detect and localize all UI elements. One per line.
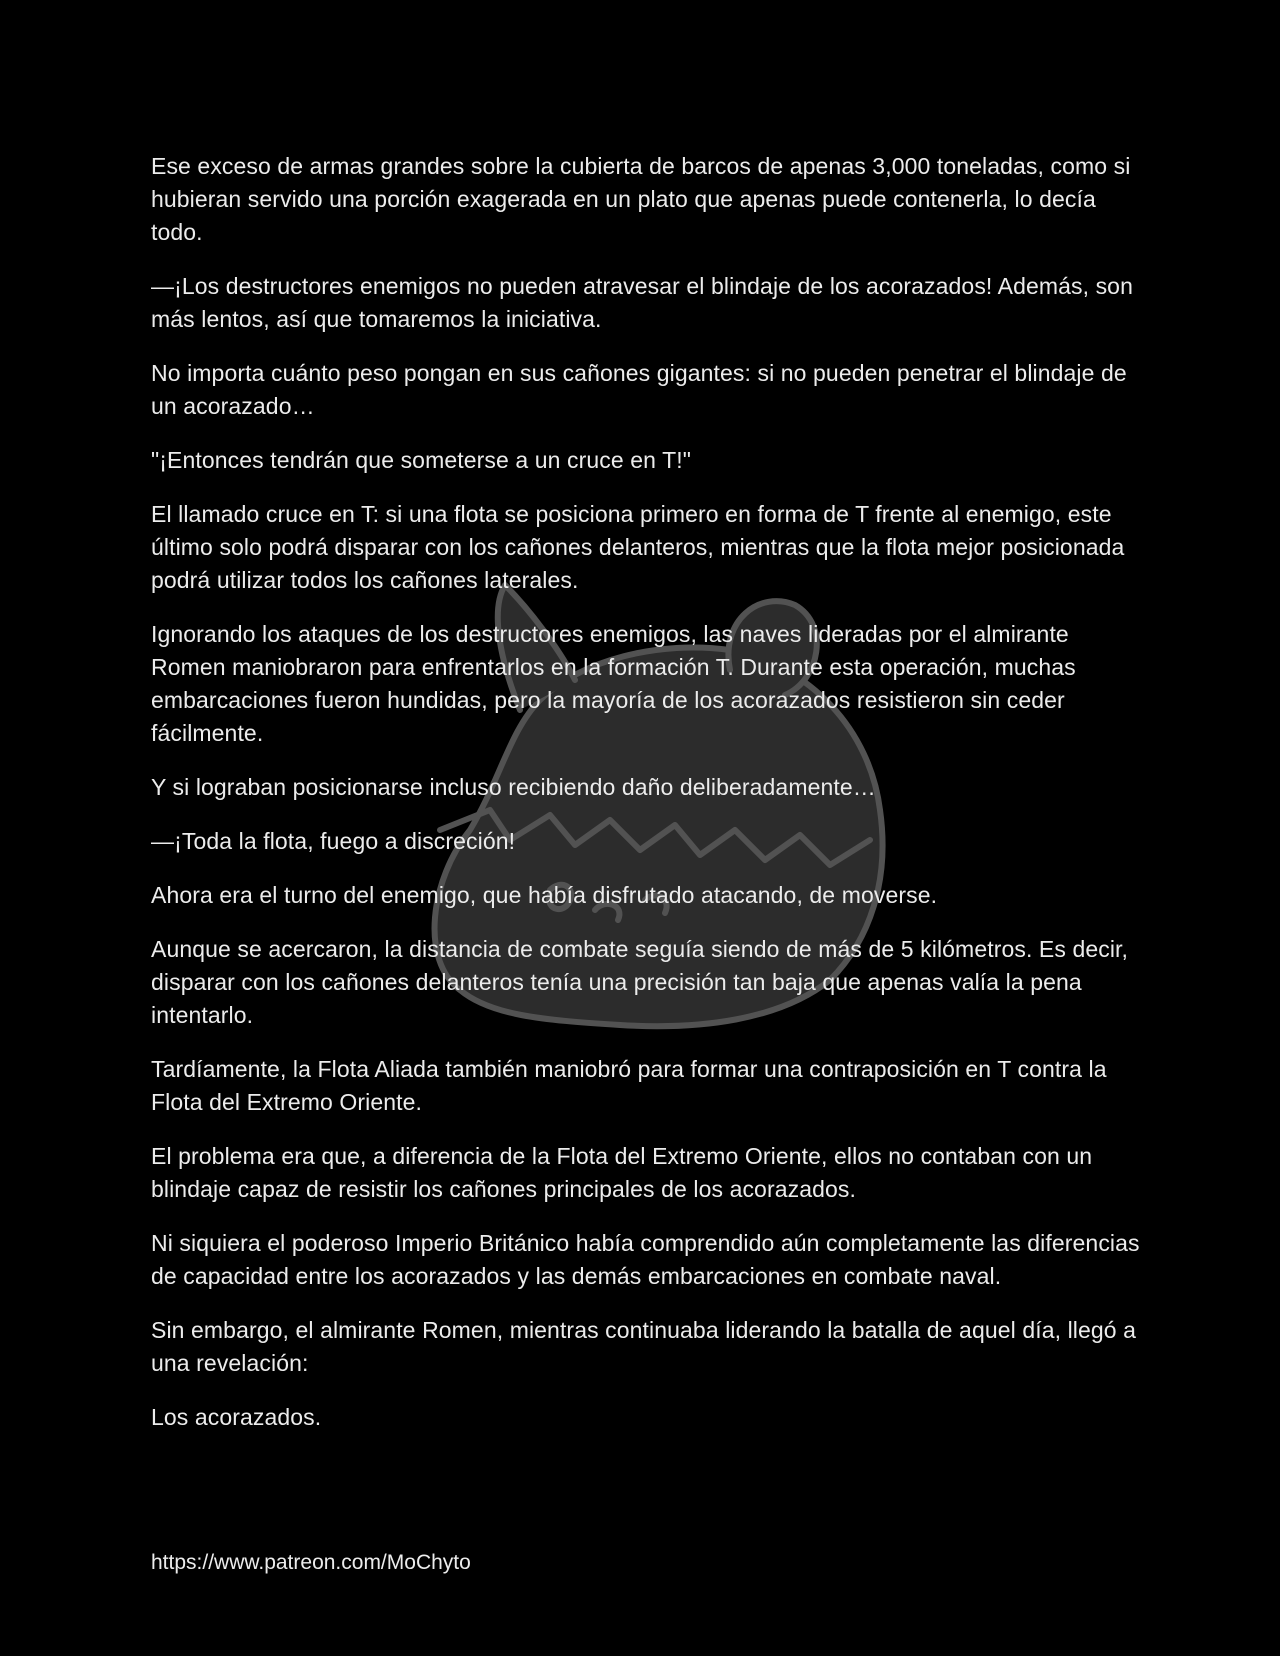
paragraph: "¡Entonces tendrán que someterse a un cruce en T!" — [151, 447, 691, 473]
paragraph: Ese exceso de armas grandes sobre la cubierta de barcos de apenas 3,000 toneladas, como si hubieran servido una porción exagerada en un plato que apenas puede contenerla, lo decía todo. — [151, 153, 1131, 245]
paragraph: Ahora era el turno del enemigo, que había disfrutado atacando, de moverse. — [151, 882, 938, 908]
paragraph: Los acorazados. — [151, 1404, 322, 1430]
paragraph: Aunque se acercaron, la distancia de combate seguía siendo de más de 5 kilómetros. Es decir, disparar con los cañones delanteros tenía una precisión tan baja que apenas valía la pena intentarlo. — [151, 936, 1129, 1028]
paragraph: Ni siquiera el poderoso Imperio Británico había comprendido aún completamente las diferencias de capacidad entre los acorazados y las demás embarcaciones en combate naval. — [151, 1230, 1140, 1289]
paragraph: —¡Los destructores enemigos no pueden atravesar el blindaje de los acorazados! Además, son más lentos, así que tomaremos la iniciativa. — [151, 273, 1133, 332]
paragraph: No importa cuánto peso pongan en sus cañones gigantes: si no pueden penetrar el blindaje de un acorazado… — [151, 360, 1127, 419]
text-body — [151, 150, 1141, 1455]
paragraph: El llamado cruce en T: si una flota se posiciona primero en forma de T frente al enemigo, este último solo podrá disparar con los cañones delanteros, mientras que la flota mejor posicionada podrá utilizar todos los cañones laterales. — [151, 501, 1125, 593]
patreon-link[interactable]: https://www.patreon.com/MoChyto — [151, 1551, 471, 1574]
paragraph: Y si lograban posicionarse incluso recibiendo daño deliberadamente… — [151, 774, 876, 800]
paragraph: Tardíamente, la Flota Aliada también maniobró para formar una contraposición en T contra la Flota del Extremo Oriente. — [151, 1056, 1107, 1115]
paragraph: Sin embargo, el almirante Romen, mientras continuaba liderando la batalla de aquel día, llegó a una revelación: — [151, 1317, 1137, 1376]
paragraph: El problema era que, a diferencia de la Flota del Extremo Oriente, ellos no contaban con un blindaje capaz de resistir los cañones principales de los acorazados. — [151, 1143, 1093, 1202]
paragraph: —¡Toda la flota, fuego a discreción! — [151, 828, 516, 854]
paragraph: Ignorando los ataques de los destructores enemigos, las naves lideradas por el almirante Romen maniobraron para enfrentarlos en la formación T. Durante esta operación, muchas embarcaciones fueron hundidas, pero la mayoría de los acorazados resistieron sin ceder fácilmente. — [151, 621, 1076, 746]
